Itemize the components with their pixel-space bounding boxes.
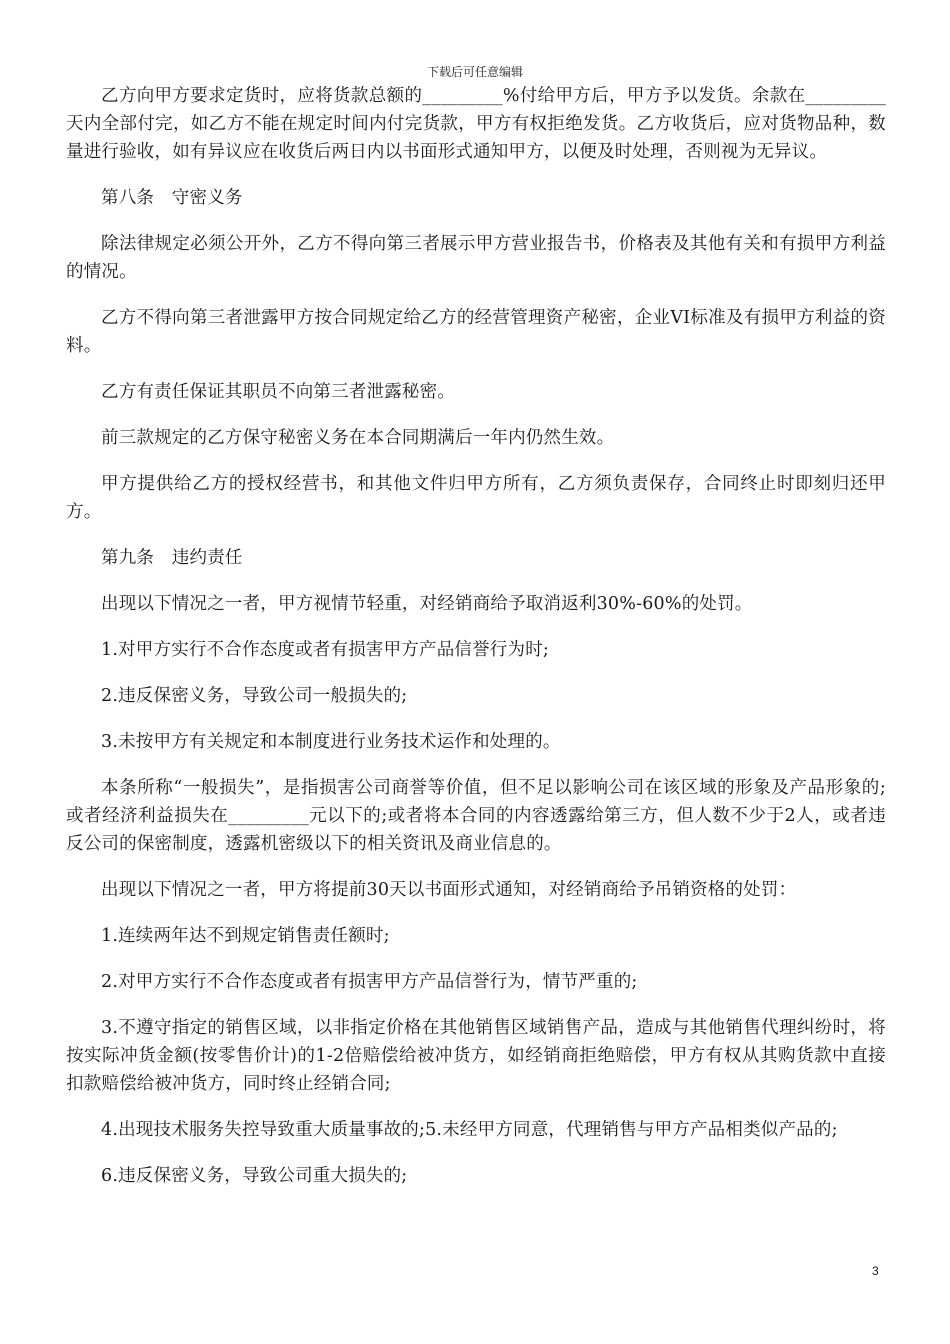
list-item: 1.对甲方实行不合作态度或者有损害甲方产品信誉行为时; xyxy=(101,640,549,660)
list-item: 2.对甲方实行不合作态度或者有损害甲方产品信誉行为，情节严重的; xyxy=(101,972,638,992)
list-item: 1.连续两年达不到规定销售责任额时; xyxy=(101,926,390,946)
section-heading-article-9: 第九条 违约责任 xyxy=(101,548,243,568)
list-item: 4.出现技术服务失控导致重大质量事故的;5.未经甲方同意，代理销售与甲方产品相类似产品的; xyxy=(101,1120,838,1140)
list-item: 3.未按甲方有关规定和本制度进行业务技术运作和处理的。 xyxy=(101,732,561,752)
paragraph: 乙方不得向第三者泄露甲方按合同规定给乙方的经营管理资产秘密，企业VI标准及有损甲方利益的资料。 xyxy=(66,308,886,356)
section-heading-article-8: 第八条 守密义务 xyxy=(101,188,243,208)
paragraph: 乙方有责任保证其职员不向第三者泄露秘密。 xyxy=(101,382,455,402)
paragraph: 出现以下情况之一者，甲方视情节轻重，对经销商给予取消返利30%-60%的处罚。 xyxy=(101,594,753,614)
page-header: 下载后可任意编辑 xyxy=(426,65,523,79)
paragraph-payment-terms: 乙方向甲方要求定货时，应将货款总额的_________%付给甲方后，甲方予以发货。余款在_________天内全部付完，如乙方不能在规定时间内付完货款，甲方有权拒绝发货。乙方收货后，应对货物品种，数量进行验收，如有异议应在收货后两日内以书面形式通知甲方，以便及时处理，否则视为无异议。 xyxy=(66,86,886,162)
paragraph: 本条所称“一般损失”，是指损害公司商誉等价值，但不足以影响公司在该区域的形象及产品形象的;或者经济利益损失在_________元以下的;或者将本合同的内容透露给第三方，但人数不少于2人，或者违反公司的保密制度，透露机密级以下的相关资讯及商业信息的。 xyxy=(66,778,886,854)
paragraph: 甲方提供给乙方的授权经营书，和其他文件归甲方所有，乙方须负责保存，合同终止时即刻归还甲方。 xyxy=(66,474,886,522)
list-item: 2.违反保密义务，导致公司一般损失的; xyxy=(101,686,408,706)
page-number: 3 xyxy=(872,1264,879,1278)
list-item: 3.不遵守指定的销售区域，以非指定价格在其他销售区域销售产品，造成与其他销售代理纠纷时，将按实际冲货金额(按零售价计)的1-2倍赔偿给被冲货方，如经销商拒绝赔偿，甲方有权从其购货款中直接扣款赔偿给被冲货方，同时终止经销合同; xyxy=(66,1018,886,1094)
paragraph: 除法律规定必须公开外，乙方不得向第三者展示甲方营业报告书，价格表及其他有关和有损甲方利益的情况。 xyxy=(66,234,886,282)
list-item: 6.违反保密义务，导致公司重大损失的; xyxy=(101,1166,408,1186)
paragraph: 出现以下情况之一者，甲方将提前30天以书面形式通知，对经销商给予吊销资格的处罚： xyxy=(101,880,797,900)
paragraph: 前三款规定的乙方保守秘密义务在本合同期满后一年内仍然生效。 xyxy=(101,428,615,448)
document-body xyxy=(66,82,886,1208)
